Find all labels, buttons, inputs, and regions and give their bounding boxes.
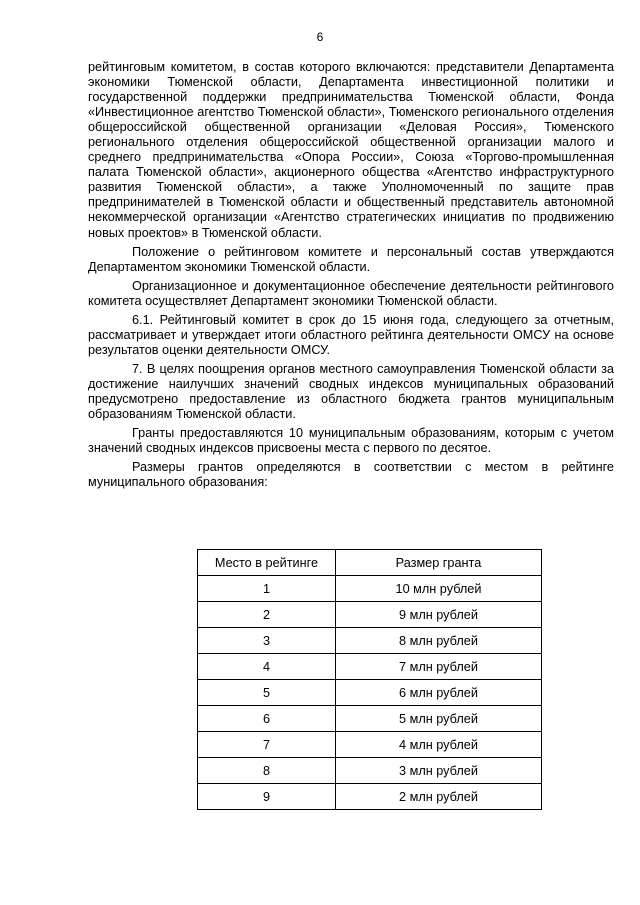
table-row bbox=[198, 628, 542, 654]
cell-grant-size: 6 млн рублей bbox=[335, 680, 541, 706]
cell-place: 4 bbox=[198, 654, 336, 680]
paragraph-grants-sizes: Размеры грантов определяются в соответствии с местом в рейтинге муниципального образования: bbox=[88, 460, 614, 490]
cell-grant-size: 9 млн рублей bbox=[335, 602, 541, 628]
cell-grant-size: 3 млн рублей bbox=[335, 758, 541, 784]
cell-place: 9 bbox=[198, 784, 336, 810]
paragraph-6-1: 6.1. Рейтинговый комитет в срок до 15 июня года, следующего за отчетным, рассматривает и утверждает итоги областного рейтинга деятельности ОМСУ на основе результатов оценки деятельности ОМСУ. bbox=[88, 312, 614, 357]
paragraph-committee-regulation: Положение о рейтинговом комитете и персональный состав утверждаются Департаментом экономики Тюменской области. bbox=[88, 244, 614, 274]
table-row bbox=[198, 576, 542, 602]
cell-place: 2 bbox=[198, 602, 336, 628]
cell-grant-size: 8 млн рублей bbox=[335, 628, 541, 654]
table-row bbox=[198, 602, 542, 628]
cell-place: 5 bbox=[198, 680, 336, 706]
cell-grant-size: 10 млн рублей bbox=[335, 576, 541, 602]
cell-place: 8 bbox=[198, 758, 336, 784]
table-row bbox=[198, 706, 542, 732]
paragraph-committee-composition: рейтинговым комитетом, в состав которого включаются: представители Департамента экономики Тюменской области, Департамента инвестиционной политики и государственной поддержки предпринимательства Тюменской области, Фонда «Инвестиционное агентство Тюменской области», Тюменского регионального отделения общероссийской общественной организации «Деловая Россия», Тюменского регионального отделения общероссийской общественной организации малого и среднего предпринимательства «Опора России», Союза «Торгово-промышленная палата Тюменской области», акционерного общества «Агентство инфраструктурного развития Тюменской области», а также Уполномоченный по защите прав предпринимателей в Тюменской области и общественный представитель автономной некоммерческой организации «Агентство стратегических инициатив по продвижению новых проектов» в Тюменской области. bbox=[88, 60, 614, 240]
paragraph-committee-support: Организационное и документационное обеспечение деятельности рейтингового комитета осуществляет Департамент экономики Тюменской области. bbox=[88, 278, 614, 308]
page-number: 6 bbox=[316, 30, 324, 44]
cell-grant-size: 7 млн рублей bbox=[335, 654, 541, 680]
header-grant-size: Размер гранта bbox=[335, 550, 541, 576]
cell-place: 3 bbox=[198, 628, 336, 654]
table-row bbox=[198, 732, 542, 758]
cell-place: 6 bbox=[198, 706, 336, 732]
paragraph-grants-recipients: Гранты предоставляются 10 муниципальным образованиям, которым с учетом значений сводных индексов присвоены места с первого по десятое. bbox=[88, 426, 614, 456]
table-row bbox=[198, 784, 542, 810]
header-place: Место в рейтинге bbox=[198, 550, 336, 576]
table-row bbox=[198, 680, 542, 706]
paragraph-7: 7. В целях поощрения органов местного самоуправления Тюменской области за достижение наилучших значений сводных индексов муниципальных образований предусмотрено предоставление из областного бюджета грантов муниципальным образованиям Тюменской области. bbox=[88, 361, 614, 422]
cell-place: 1 bbox=[198, 576, 336, 602]
table-row bbox=[198, 758, 542, 784]
grant-size-table bbox=[197, 549, 542, 810]
cell-grant-size: 2 млн рублей bbox=[335, 784, 541, 810]
cell-grant-size: 5 млн рублей bbox=[335, 706, 541, 732]
table-header-row bbox=[198, 550, 542, 576]
document-body bbox=[88, 60, 614, 494]
cell-place: 7 bbox=[198, 732, 336, 758]
table-row bbox=[198, 654, 542, 680]
cell-grant-size: 4 млн рублей bbox=[335, 732, 541, 758]
